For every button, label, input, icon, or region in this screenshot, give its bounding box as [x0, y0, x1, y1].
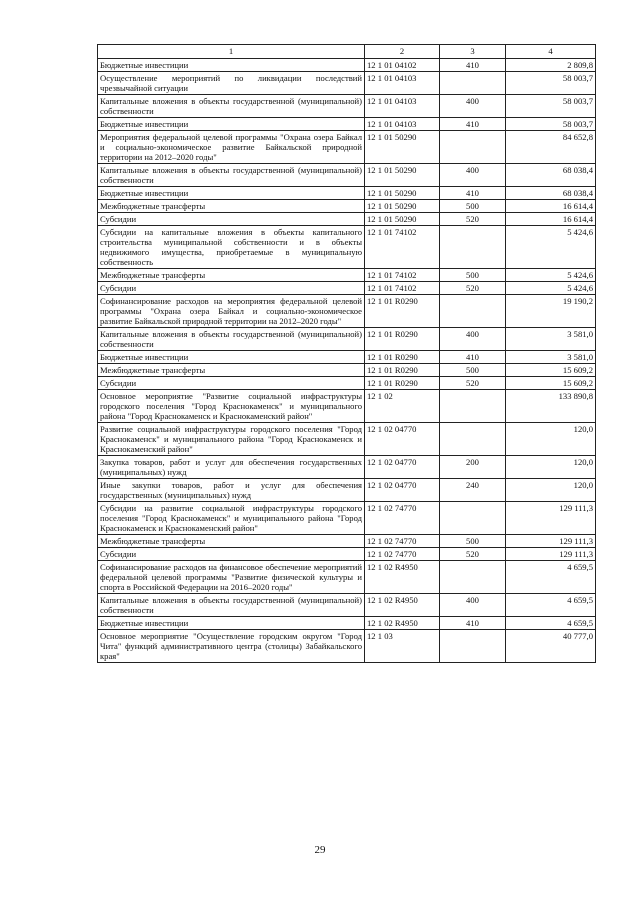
table-row [98, 328, 596, 351]
row-type: 500 [440, 535, 506, 548]
header-col-3: 3 [440, 45, 506, 59]
row-sum: 16 614,4 [506, 200, 596, 213]
table-row [98, 535, 596, 548]
table-row [98, 95, 596, 118]
table-header [98, 45, 596, 59]
row-sum: 5 424,6 [506, 226, 596, 269]
row-name: Бюджетные инвестиции [98, 187, 365, 200]
row-type [440, 295, 506, 328]
row-code: 12 1 01 04102 [365, 59, 440, 72]
table-row [98, 213, 596, 226]
row-code: 12 1 01 R0290 [365, 364, 440, 377]
row-name: Капитальные вложения в объекты государственной (муниципальной) собственности [98, 164, 365, 187]
row-type: 410 [440, 118, 506, 131]
table-row [98, 295, 596, 328]
row-name: Межбюджетные трансферты [98, 200, 365, 213]
row-code: 12 1 01 50290 [365, 213, 440, 226]
row-sum: 5 424,6 [506, 282, 596, 295]
budget-table [97, 44, 596, 663]
row-code: 12 1 02 74770 [365, 535, 440, 548]
row-name: Межбюджетные трансферты [98, 364, 365, 377]
row-name: Субсидии [98, 282, 365, 295]
row-name: Капитальные вложения в объекты государственной (муниципальной) собственности [98, 95, 365, 118]
row-sum: 4 659,5 [506, 617, 596, 630]
row-name: Мероприятия федеральной целевой программы "Охрана озера Байкал и социально-экономическое развитие Байкальской природной территории на 2012–2020 годы" [98, 131, 365, 164]
row-code: 12 1 01 04103 [365, 72, 440, 95]
row-name: Иные закупки товаров, работ и услуг для обеспечения государственных (муниципальных) нужд [98, 479, 365, 502]
row-name: Субсидии [98, 213, 365, 226]
table-row [98, 164, 596, 187]
table-row [98, 561, 596, 594]
header-col-4: 4 [506, 45, 596, 59]
row-name: Развитие социальной инфраструктуры городского поселения "Город Краснокаменск" и муниципального района "Город Краснокаменск и Краснокаменский район" [98, 423, 365, 456]
table-row [98, 548, 596, 561]
row-code: 12 1 01 R0290 [365, 377, 440, 390]
row-name: Бюджетные инвестиции [98, 59, 365, 72]
row-type [440, 390, 506, 423]
row-code: 12 1 02 74770 [365, 502, 440, 535]
table-row [98, 377, 596, 390]
table-row [98, 617, 596, 630]
row-sum: 16 614,4 [506, 213, 596, 226]
row-sum: 84 652,8 [506, 131, 596, 164]
row-sum: 68 038,4 [506, 187, 596, 200]
row-sum: 40 777,0 [506, 630, 596, 663]
table-row [98, 226, 596, 269]
row-sum: 58 003,7 [506, 95, 596, 118]
row-sum: 2 809,8 [506, 59, 596, 72]
row-sum: 120,0 [506, 423, 596, 456]
row-type: 520 [440, 282, 506, 295]
row-code: 12 1 01 04103 [365, 118, 440, 131]
row-name: Бюджетные инвестиции [98, 351, 365, 364]
table-row [98, 187, 596, 200]
header-col-2: 2 [365, 45, 440, 59]
row-type: 410 [440, 617, 506, 630]
row-name: Капитальные вложения в объекты государственной (муниципальной) собственности [98, 594, 365, 617]
row-name: Основное мероприятие "Осуществление городским округом "Город Чита" функций административного центра (столицы) Забайкальского края" [98, 630, 365, 663]
row-name: Софинансирование расходов на финансовое обеспечение мероприятий федеральной целевой программы "Развитие физической культуры и спорта в Российской Федерации на 2016–2020 годы" [98, 561, 365, 594]
row-type [440, 72, 506, 95]
row-type: 240 [440, 479, 506, 502]
row-name: Бюджетные инвестиции [98, 617, 365, 630]
row-sum: 129 111,3 [506, 548, 596, 561]
table-row [98, 72, 596, 95]
table-row [98, 390, 596, 423]
row-sum: 133 890,8 [506, 390, 596, 423]
row-code: 12 1 01 74102 [365, 282, 440, 295]
row-sum: 19 190,2 [506, 295, 596, 328]
row-type: 500 [440, 200, 506, 213]
row-type: 520 [440, 548, 506, 561]
row-sum: 15 609,2 [506, 364, 596, 377]
row-type: 520 [440, 377, 506, 390]
row-type: 400 [440, 594, 506, 617]
row-type [440, 502, 506, 535]
row-type: 400 [440, 164, 506, 187]
row-sum: 129 111,3 [506, 535, 596, 548]
row-code: 12 1 01 50290 [365, 164, 440, 187]
row-name: Закупка товаров, работ и услуг для обеспечения государственных (муниципальных) нужд [98, 456, 365, 479]
row-sum: 15 609,2 [506, 377, 596, 390]
row-code: 12 1 02 R4950 [365, 594, 440, 617]
row-type: 400 [440, 95, 506, 118]
row-code: 12 1 02 04770 [365, 456, 440, 479]
row-type: 410 [440, 59, 506, 72]
table-body [98, 59, 596, 663]
table-row [98, 131, 596, 164]
row-type: 400 [440, 328, 506, 351]
row-code: 12 1 01 R0290 [365, 295, 440, 328]
row-code: 12 1 01 R0290 [365, 328, 440, 351]
table-row [98, 282, 596, 295]
row-sum: 129 111,3 [506, 502, 596, 535]
table-row [98, 423, 596, 456]
table-row [98, 456, 596, 479]
header-col-1: 1 [98, 45, 365, 59]
row-type: 410 [440, 187, 506, 200]
table-row [98, 269, 596, 282]
row-sum: 3 581,0 [506, 328, 596, 351]
row-name: Субсидии [98, 548, 365, 561]
header-row [98, 45, 596, 59]
table-row [98, 502, 596, 535]
row-code: 12 1 02 74770 [365, 548, 440, 561]
row-name: Межбюджетные трансферты [98, 269, 365, 282]
row-type [440, 630, 506, 663]
row-type: 200 [440, 456, 506, 479]
table-row [98, 364, 596, 377]
row-code: 12 1 01 50290 [365, 187, 440, 200]
row-code: 12 1 01 50290 [365, 131, 440, 164]
row-code: 12 1 03 [365, 630, 440, 663]
row-sum: 120,0 [506, 456, 596, 479]
row-sum: 58 003,7 [506, 118, 596, 131]
row-sum: 58 003,7 [506, 72, 596, 95]
table-row [98, 630, 596, 663]
table-row [98, 479, 596, 502]
table-row [98, 200, 596, 213]
row-type: 520 [440, 213, 506, 226]
row-sum: 5 424,6 [506, 269, 596, 282]
row-code: 12 1 01 50290 [365, 200, 440, 213]
row-code: 12 1 02 04770 [365, 479, 440, 502]
row-code: 12 1 02 R4950 [365, 561, 440, 594]
table-row [98, 594, 596, 617]
row-sum: 120,0 [506, 479, 596, 502]
row-name: Капитальные вложения в объекты государственной (муниципальной) собственности [98, 328, 365, 351]
row-type: 500 [440, 364, 506, 377]
table-row [98, 351, 596, 364]
row-name: Субсидии [98, 377, 365, 390]
row-type [440, 561, 506, 594]
row-code: 12 1 01 R0290 [365, 351, 440, 364]
row-sum: 4 659,5 [506, 594, 596, 617]
row-code: 12 1 01 74102 [365, 269, 440, 282]
row-type [440, 226, 506, 269]
row-code: 12 1 01 74102 [365, 226, 440, 269]
row-name: Бюджетные инвестиции [98, 118, 365, 131]
row-type [440, 131, 506, 164]
row-code: 12 1 02 R4950 [365, 617, 440, 630]
table-row [98, 118, 596, 131]
row-code: 12 1 02 04770 [365, 423, 440, 456]
row-name: Межбюджетные трансферты [98, 535, 365, 548]
row-name: Осуществление мероприятий по ликвидации последствий чрезвычайной ситуации [98, 72, 365, 95]
row-sum: 3 581,0 [506, 351, 596, 364]
row-sum: 68 038,4 [506, 164, 596, 187]
row-sum: 4 659,5 [506, 561, 596, 594]
row-type: 410 [440, 351, 506, 364]
row-name: Основное мероприятие "Развитие социальной инфраструктуры городского поселения "Город Краснокаменск" и муниципального района "Город Краснокаменск и Краснокаменский район" [98, 390, 365, 423]
row-type [440, 423, 506, 456]
table-row [98, 59, 596, 72]
row-name: Субсидии на развитие социальной инфраструктуры городского поселения "Город Краснокаменск" и муниципального района "Город Краснокаменск и Краснокаменский район" [98, 502, 365, 535]
row-code: 12 1 01 04103 [365, 95, 440, 118]
row-code: 12 1 02 [365, 390, 440, 423]
row-type: 500 [440, 269, 506, 282]
row-name: Софинансирование расходов на мероприятия федеральной целевой программы "Охрана озера Байкал и социально-экономическое развитие Байкальской природной территории на 2012–2020 годы" [98, 295, 365, 328]
page-number: 29 [314, 844, 326, 856]
row-name: Субсидии на капитальные вложения в объекты капитального строительства муниципальной собственности и в объекты недвижимого имущества, приобретаемые в муниципальную собственность [98, 226, 365, 269]
